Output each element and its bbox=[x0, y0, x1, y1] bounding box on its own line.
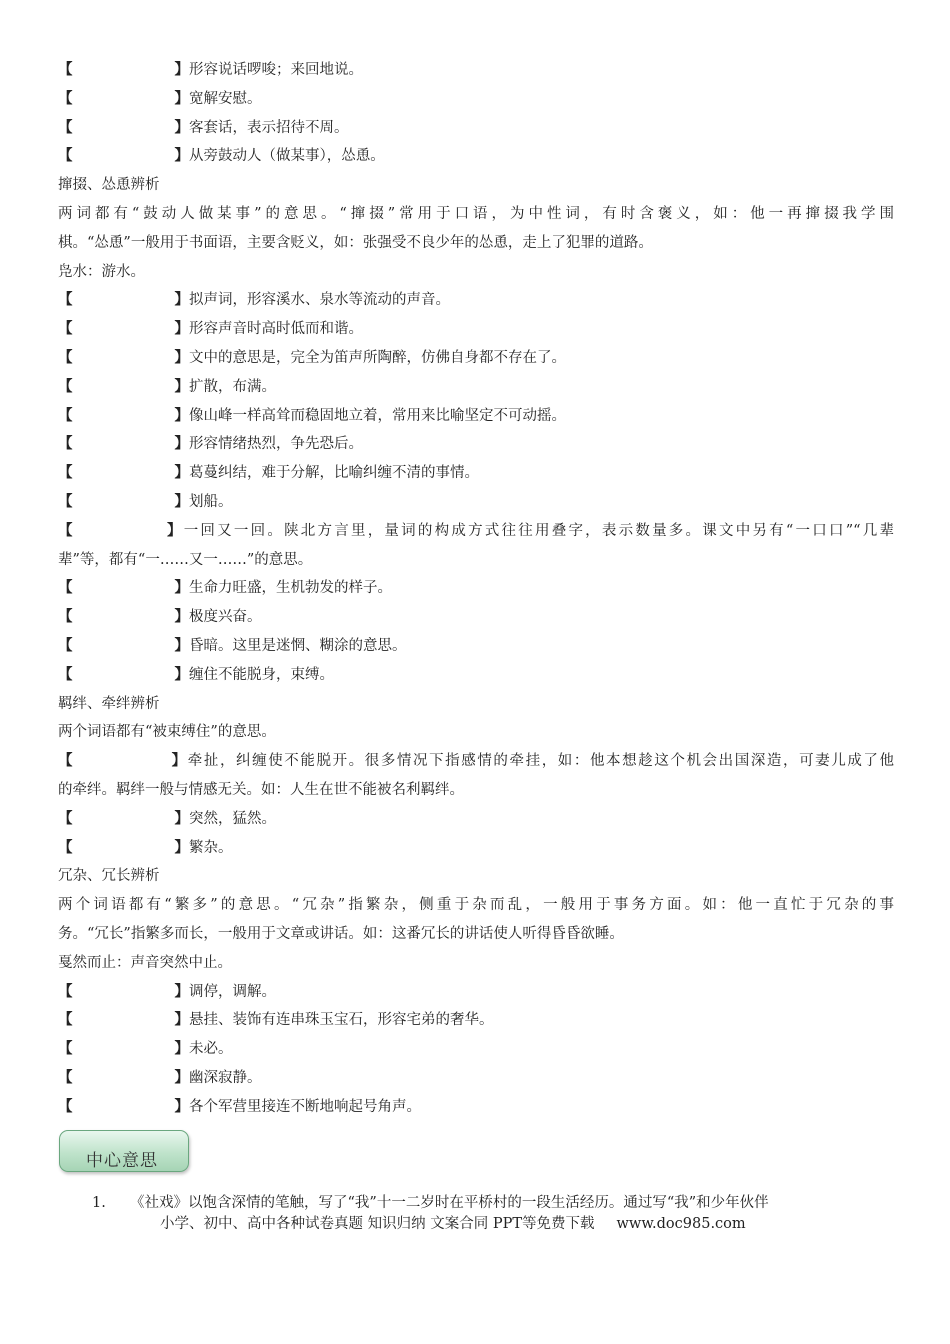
blank-bracket-left: 【 bbox=[58, 291, 73, 309]
line-text: 一回又一回。陕北方言里，量词的构成方式往往用叠字，表示数量多。课文中另有“一口口”“几辈 bbox=[183, 522, 895, 539]
line-text: 务。“冗长”指繁多而长，一般用于文章或讲话。如：这番冗长的讲话使人听得昏昏欲睡。 bbox=[58, 925, 624, 942]
glossary-entry bbox=[58, 430, 894, 459]
glossary-entry bbox=[58, 661, 894, 690]
glossary-entry bbox=[58, 142, 894, 171]
glossary-entry bbox=[58, 1093, 894, 1122]
line-text: 两个词语都有“被束缚住”的意思。 bbox=[58, 724, 276, 741]
glossary-entry bbox=[58, 747, 894, 776]
line-text: 从旁鼓动人（做某事），怂恿。 bbox=[189, 148, 385, 165]
blank-bracket-left: 【 bbox=[58, 435, 73, 453]
section-heading-button[interactable] bbox=[59, 1130, 189, 1172]
line-text: 拟声词，形容溪水、泉水等流动的声音。 bbox=[189, 292, 450, 309]
line-text: 未必。 bbox=[189, 1041, 233, 1058]
text-line bbox=[58, 200, 894, 229]
text-line bbox=[58, 891, 894, 920]
line-text: 撺掇、怂恿辨析 bbox=[58, 177, 160, 194]
line-text: 划船。 bbox=[189, 493, 233, 510]
blank-bracket-left: 【 bbox=[58, 579, 73, 597]
blank-bracket-left: 【 bbox=[58, 838, 73, 856]
blank-bracket-left: 【 bbox=[58, 608, 73, 626]
footer-text: 小学、初中、高中各种试卷真题 知识归纳 文案合同 PPT等免费下载 bbox=[160, 1216, 595, 1232]
blank-bracket-left: 【 bbox=[58, 636, 73, 654]
text-line bbox=[58, 949, 894, 978]
line-text: 牵扯，纠缠使不能脱开。很多情况下指感情的牵挂，如：他本想趁这个机会出国深造，可妻儿成了他 bbox=[187, 753, 895, 770]
line-text: 凫水：游水。 bbox=[58, 263, 145, 280]
blank-bracket-left: 【 bbox=[58, 377, 73, 395]
glossary-entry bbox=[58, 85, 894, 114]
blank-bracket-left: 【 bbox=[58, 89, 73, 107]
blank-bracket-right: 】 bbox=[174, 118, 189, 136]
line-text: 棋。“怂恿”一般用于书面语，主要含贬义，如：张强受不良少年的怂恿，走上了犯罪的道路。 bbox=[58, 234, 653, 251]
text-line bbox=[58, 229, 894, 258]
glossary-entry bbox=[58, 459, 894, 488]
line-text: 羁绊、牵绊辨析 bbox=[58, 695, 160, 712]
blank-bracket-right: 】 bbox=[164, 521, 184, 539]
blank-bracket-left: 【 bbox=[58, 348, 73, 366]
glossary-entry bbox=[58, 834, 894, 863]
glossary-entry bbox=[58, 1006, 894, 1035]
glossary-entry bbox=[58, 574, 894, 603]
blank-bracket-left: 【 bbox=[58, 406, 73, 424]
blank-bracket-right: 】 bbox=[174, 320, 189, 338]
glossary-entry bbox=[58, 286, 894, 315]
blank-bracket-right: 】 bbox=[174, 348, 189, 366]
line-text: 繁杂。 bbox=[189, 839, 233, 856]
glossary-entry bbox=[58, 373, 894, 402]
blank-bracket-right: 】 bbox=[174, 579, 189, 597]
blank-bracket-right: 】 bbox=[174, 1011, 189, 1029]
line-text: 突然，猛然。 bbox=[189, 810, 276, 827]
blank-bracket-left: 【 bbox=[58, 464, 73, 482]
blank-bracket-right: 】 bbox=[174, 665, 189, 683]
line-text: 两词都有“鼓动人做某事”的意思。“撺掇”常用于口语，为中性词，有时含褒义，如：他一再撺掇我学围 bbox=[58, 205, 894, 222]
blank-bracket-left: 【 bbox=[58, 982, 73, 1000]
blank-bracket-left: 【 bbox=[58, 521, 75, 539]
blank-bracket-left: 【 bbox=[58, 147, 73, 165]
glossary-entry bbox=[58, 632, 894, 661]
glossary-entry bbox=[58, 517, 894, 546]
blank-bracket-right: 】 bbox=[174, 838, 189, 856]
glossary-entry bbox=[58, 402, 894, 431]
blank-bracket-right: 】 bbox=[174, 61, 189, 78]
blank-bracket-right: 】 bbox=[174, 1040, 189, 1058]
blank-bracket-right: 】 bbox=[174, 492, 189, 510]
text-line bbox=[58, 776, 894, 805]
line-text: 冗杂、冗长辨析 bbox=[58, 868, 160, 885]
blank-bracket-right: 】 bbox=[174, 1097, 189, 1115]
line-text: 悬挂、装饰有连串珠玉宝石，形容宅弟的奢华。 bbox=[189, 1012, 494, 1029]
blank-bracket-right: 】 bbox=[174, 147, 189, 165]
text-line bbox=[58, 920, 894, 949]
glossary-content bbox=[58, 56, 894, 1121]
line-text: 形容说话啰唆；来回地说。 bbox=[189, 62, 363, 78]
line-text: 客套话，表示招待不周。 bbox=[189, 119, 349, 136]
blank-bracket-left: 【 bbox=[58, 61, 73, 78]
glossary-entry bbox=[58, 488, 894, 517]
glossary-entry bbox=[58, 1035, 894, 1064]
blank-bracket-left: 【 bbox=[58, 1011, 73, 1029]
line-text: 两个词语都有“繁多”的意思。“冗杂”指繁杂，侧重于杂而乱，一般用于事务方面。如：他一直忙于冗杂的事 bbox=[58, 897, 894, 914]
glossary-entry bbox=[58, 56, 894, 85]
line-text: 调停，调解。 bbox=[189, 983, 276, 1000]
line-text: 生命力旺盛，生机勃发的样子。 bbox=[189, 580, 392, 597]
glossary-entry bbox=[58, 603, 894, 632]
blank-bracket-left: 【 bbox=[58, 118, 73, 136]
line-text: 昏暗。这里是迷惘、糊涂的意思。 bbox=[189, 637, 407, 654]
blank-bracket-right: 】 bbox=[174, 377, 189, 395]
text-line bbox=[58, 171, 894, 200]
line-text: 戛然而止：声音突然中止。 bbox=[58, 954, 232, 971]
text-line bbox=[58, 862, 894, 891]
line-text: 极度兴奋。 bbox=[189, 609, 262, 626]
blank-bracket-right: 】 bbox=[170, 752, 188, 770]
blank-bracket-left: 【 bbox=[58, 1068, 73, 1086]
blank-bracket-right: 】 bbox=[174, 809, 189, 827]
line-text: 像山峰一样高耸而稳固地立着，常用来比喻坚定不可动摇。 bbox=[189, 407, 566, 424]
blank-bracket-right: 】 bbox=[174, 406, 189, 424]
blank-bracket-left: 【 bbox=[58, 1040, 73, 1058]
glossary-entry bbox=[58, 344, 894, 373]
line-text: 宽解安慰。 bbox=[189, 90, 262, 107]
blank-bracket-left: 【 bbox=[58, 665, 73, 683]
blank-bracket-left: 【 bbox=[58, 809, 73, 827]
glossary-entry bbox=[58, 805, 894, 834]
line-text: 形容情绪热烈，争先恐后。 bbox=[189, 436, 363, 453]
line-text: 的牵绊。羁绊一般与情感无关。如：人生在世不能被名利羁绊。 bbox=[58, 781, 464, 798]
blank-bracket-left: 【 bbox=[58, 752, 75, 770]
blank-bracket-right: 】 bbox=[174, 636, 189, 654]
blank-bracket-left: 【 bbox=[58, 320, 73, 338]
blank-bracket-right: 】 bbox=[174, 291, 189, 309]
blank-bracket-right: 】 bbox=[174, 1068, 189, 1086]
glossary-entry bbox=[58, 1064, 894, 1093]
glossary-entry bbox=[58, 315, 894, 344]
line-text: 辈”等，都有“一……又一……”的意思。 bbox=[58, 551, 313, 568]
blank-bracket-right: 】 bbox=[174, 435, 189, 453]
line-text: 形容声音时高时低而和谐。 bbox=[189, 321, 363, 338]
summary-number: 1. bbox=[92, 1195, 106, 1211]
blank-bracket-right: 】 bbox=[174, 982, 189, 1000]
line-text: 幽深寂静。 bbox=[189, 1069, 262, 1086]
blank-bracket-left: 【 bbox=[58, 1097, 73, 1115]
line-text: 扩散，布满。 bbox=[189, 378, 276, 395]
glossary-entry bbox=[58, 114, 894, 143]
blank-bracket-left: 【 bbox=[58, 492, 73, 510]
text-line bbox=[58, 690, 894, 719]
text-line bbox=[58, 546, 894, 575]
blank-bracket-right: 】 bbox=[174, 464, 189, 482]
text-line bbox=[58, 258, 894, 287]
glossary-entry bbox=[58, 978, 894, 1007]
footer-site-link[interactable]: www.doc985.com bbox=[616, 1216, 746, 1232]
blank-bracket-right: 】 bbox=[174, 608, 189, 626]
line-text: 各个军营里接连不断地响起号角声。 bbox=[189, 1098, 421, 1115]
line-text: 缠住不能脱身，束缚。 bbox=[189, 666, 334, 683]
text-line bbox=[58, 718, 894, 747]
section-heading-label: 中心意思 bbox=[86, 1151, 158, 1171]
page-footer bbox=[160, 1212, 860, 1236]
line-text: 文中的意思是，完全为笛声所陶醉，仿佛自身都不存在了。 bbox=[189, 349, 566, 366]
line-text: 葛蔓纠结，难于分解，比喻纠缠不清的事情。 bbox=[189, 465, 479, 482]
blank-bracket-right: 】 bbox=[174, 89, 189, 107]
summary-text: 《社戏》以饱含深情的笔触，写了“我”十一二岁时在平桥村的一段生活经历。通过写“我”和少年伙伴 bbox=[130, 1195, 769, 1211]
